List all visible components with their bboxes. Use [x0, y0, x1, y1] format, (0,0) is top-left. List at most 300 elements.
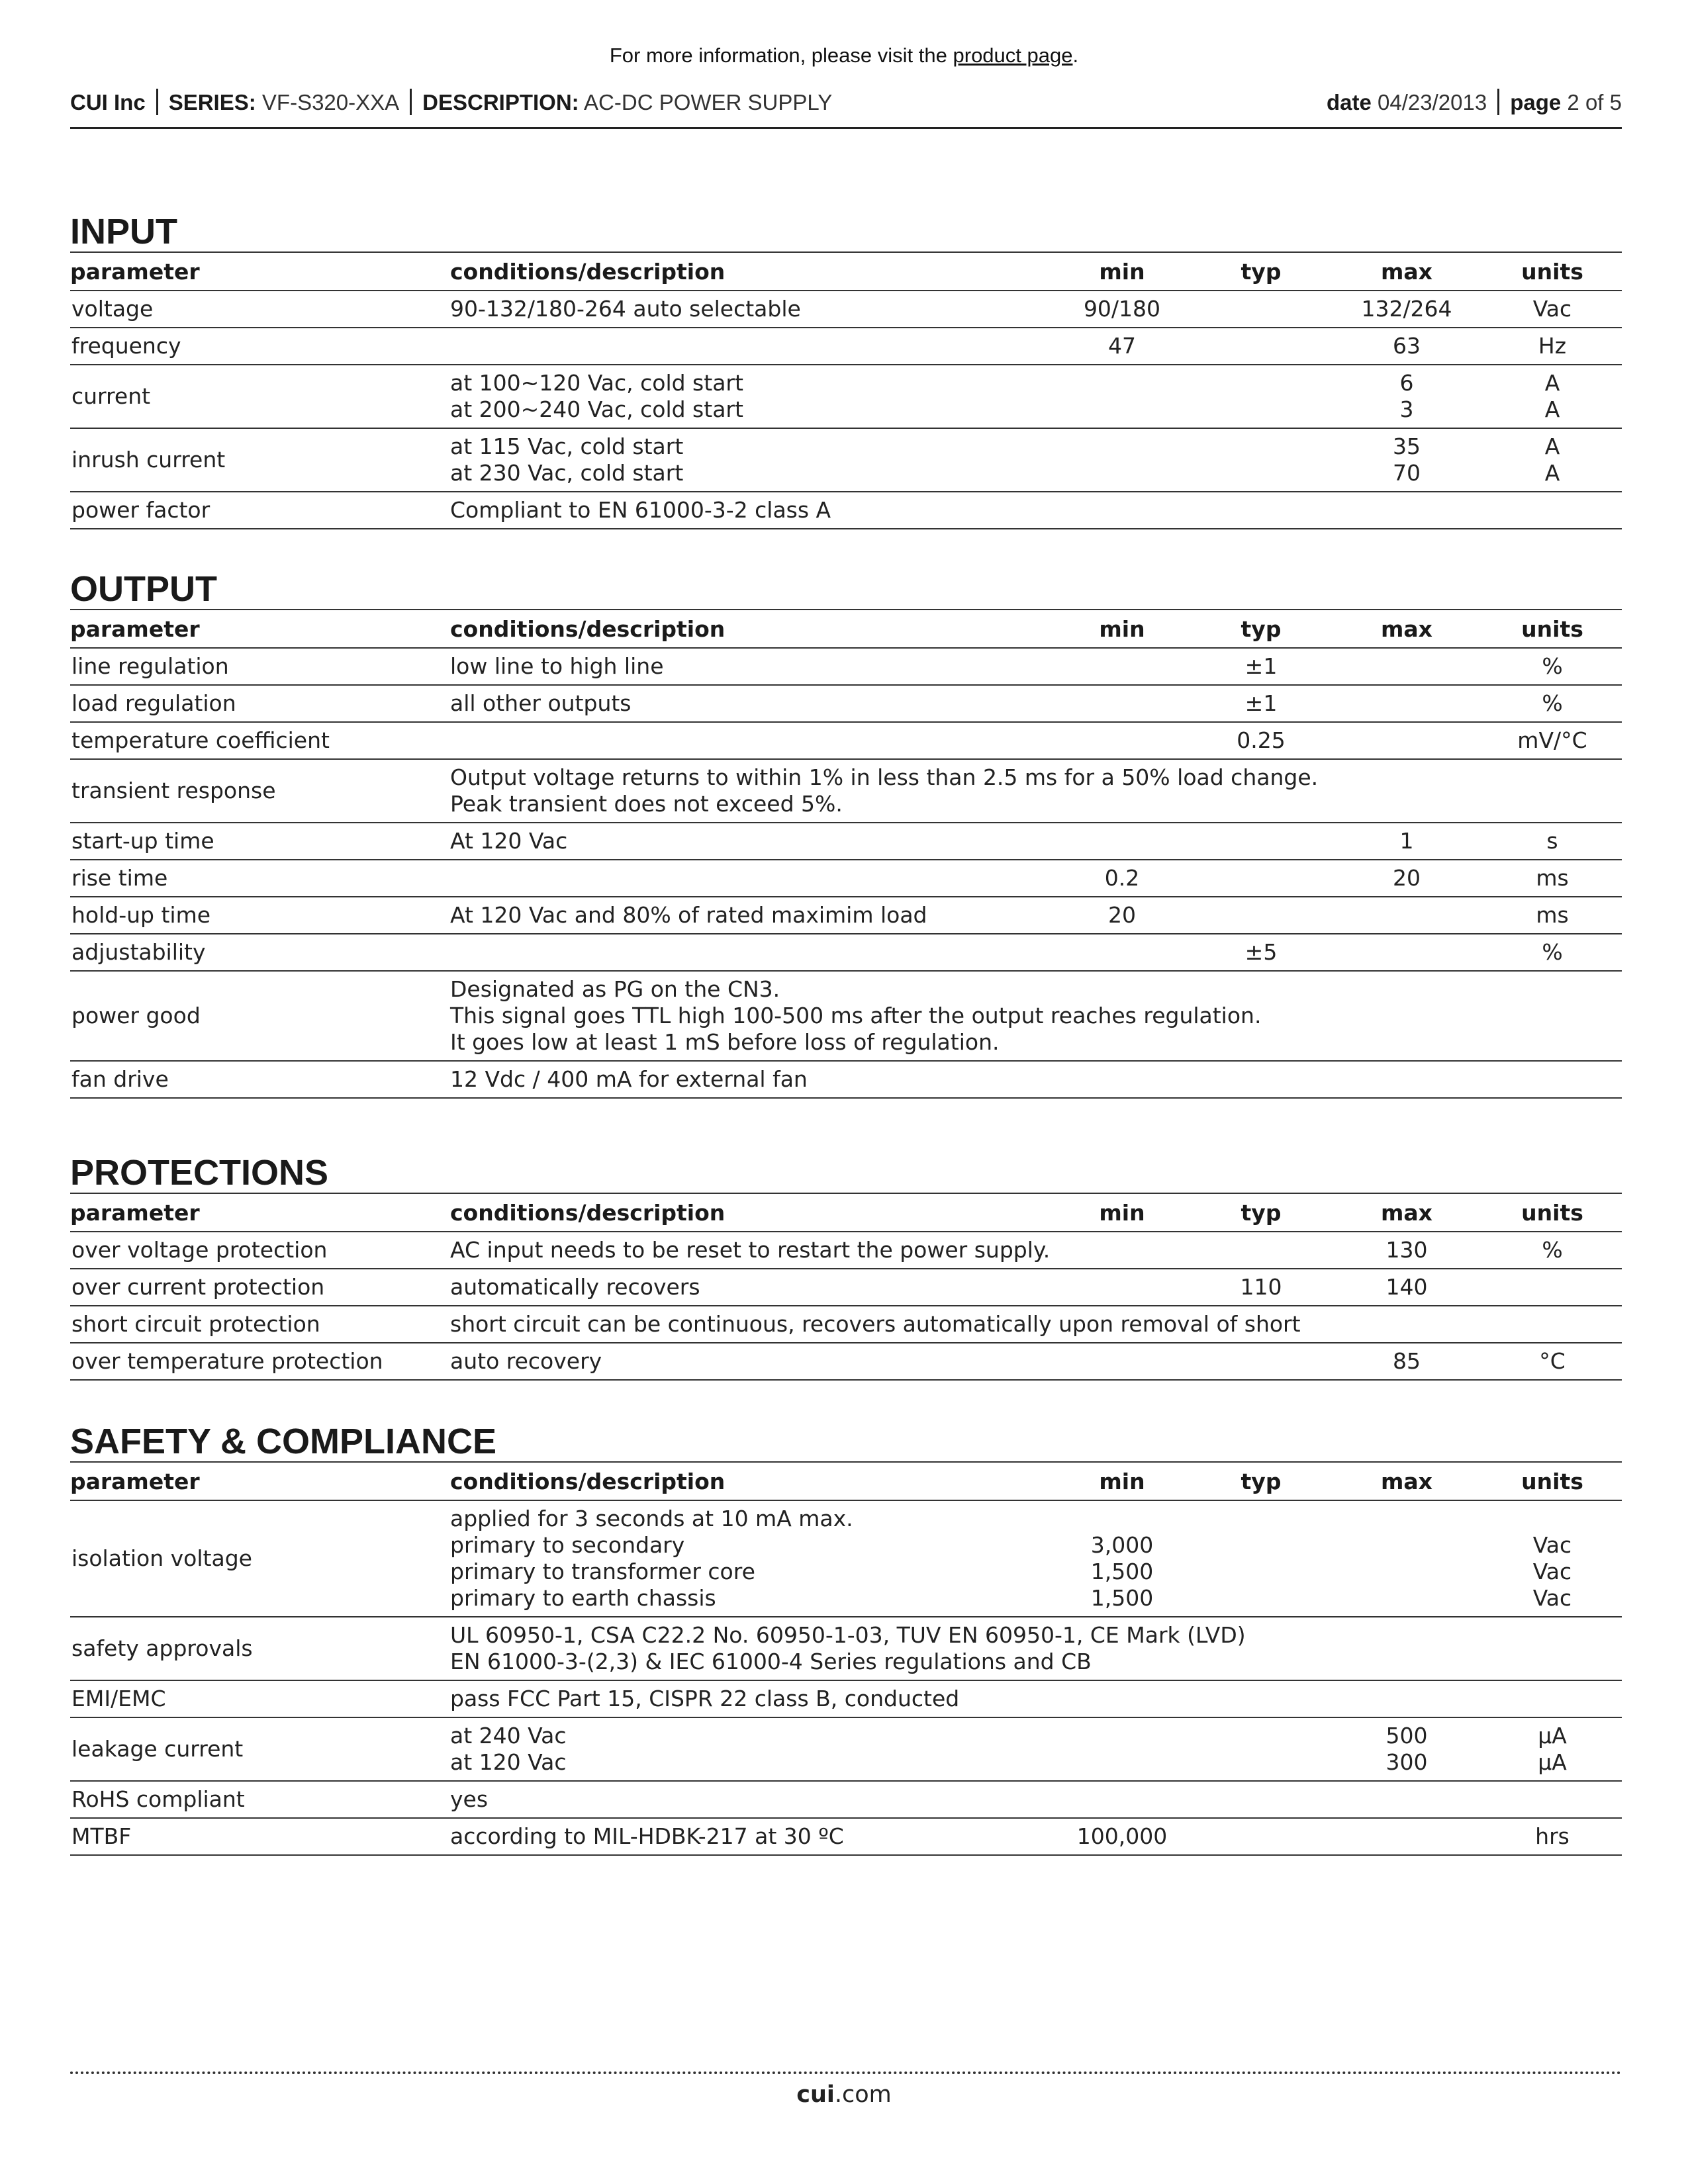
header-row — [70, 1462, 1622, 1500]
units-value: Vac — [1532, 1585, 1572, 1611]
spec-table — [70, 1193, 1622, 1381]
conditions-value: 90-132/180-264 auto selectable — [450, 296, 801, 322]
parameter-text: hold-up time — [71, 902, 211, 928]
section-title: SAFETY & COMPLIANCE — [70, 1422, 497, 1461]
column-header-parameter: parameter — [70, 1462, 450, 1500]
units-cell — [1483, 291, 1622, 328]
table-row — [70, 492, 1622, 529]
units-cell — [1483, 1061, 1622, 1098]
parameter-text: transient response — [71, 778, 276, 803]
parameter-text: power good — [71, 1003, 201, 1028]
parameter-cell — [70, 722, 450, 759]
conditions-value: short circuit can be continuous, recovers automatically upon removal of short — [450, 1311, 1301, 1337]
table-row — [70, 428, 1622, 492]
table-row — [70, 1306, 1622, 1343]
conditions-cell — [450, 648, 1053, 685]
units-value: μA — [1538, 1749, 1567, 1775]
typ-value: 110 — [1240, 1274, 1282, 1300]
top-note — [0, 44, 1688, 68]
parameter-cell — [70, 428, 450, 492]
parameter-text: load regulation — [71, 690, 236, 716]
conditions-value: automatically recovers — [450, 1274, 700, 1300]
units-cell — [1483, 492, 1622, 529]
max-value: 140 — [1385, 1274, 1428, 1300]
conditions-cell — [450, 1717, 1053, 1781]
column-header-max: max — [1331, 610, 1483, 648]
header-row — [70, 1193, 1622, 1232]
typ-cell — [1192, 823, 1331, 860]
units-cell — [1483, 1500, 1622, 1617]
units-cell — [1483, 1781, 1622, 1818]
conditions-value: primary to secondary — [450, 1532, 685, 1558]
typ-cell — [1192, 1061, 1331, 1098]
max-cell — [1331, 1617, 1483, 1680]
parameter-text: start-up time — [71, 828, 214, 854]
parameter-text: power factor — [71, 497, 211, 523]
units-cell — [1483, 860, 1622, 897]
parameter-cell — [70, 291, 450, 328]
conditions-value: at 120 Vac — [450, 1749, 567, 1775]
conditions-value: at 200~240 Vac, cold start — [450, 396, 743, 422]
conditions-value: At 120 Vac and 80% of rated maximim load — [450, 902, 927, 928]
parameter-text: rise time — [71, 865, 168, 891]
footer-divider — [70, 2071, 1622, 2074]
parameter-cell — [70, 1306, 450, 1343]
max-value: 70 — [1393, 460, 1421, 486]
units-value: A — [1544, 433, 1560, 459]
conditions-value: EN 61000-3-(2,3) & IEC 61000-4 Series regulations and CB — [450, 1649, 1092, 1674]
typ-cell — [1192, 685, 1331, 722]
max-cell — [1331, 1818, 1483, 1855]
min-value — [1053, 1506, 1192, 1532]
max-value: 63 — [1393, 333, 1421, 359]
units-value — [1483, 1506, 1622, 1532]
column-header-min: min — [1053, 1462, 1192, 1500]
table-row — [70, 1680, 1622, 1717]
max-cell — [1331, 328, 1483, 365]
typ-cell — [1192, 648, 1331, 685]
parameter-cell — [70, 328, 450, 365]
column-header-units: units — [1483, 1193, 1622, 1232]
max-cell — [1331, 823, 1483, 860]
max-value: 3 — [1399, 396, 1414, 422]
conditions-value: Compliant to EN 61000-3-2 class A — [450, 497, 831, 523]
max-cell — [1331, 722, 1483, 759]
max-cell — [1331, 428, 1483, 492]
max-cell — [1331, 492, 1483, 529]
min-cell — [1053, 291, 1192, 328]
conditions-value: yes — [450, 1786, 489, 1812]
column-header-typ: typ — [1192, 610, 1331, 648]
conditions-value: Designated as PG on the CN3. — [450, 976, 780, 1002]
typ-cell — [1192, 291, 1331, 328]
units-cell — [1483, 1717, 1622, 1781]
max-cell — [1331, 685, 1483, 722]
min-cell — [1053, 934, 1192, 971]
parameter-cell — [70, 1781, 450, 1818]
units-value: Vac — [1532, 296, 1572, 322]
conditions-value: 12 Vdc / 400 mA for external fan — [450, 1066, 808, 1092]
units-value: A — [1544, 396, 1560, 422]
parameter-cell — [70, 934, 450, 971]
min-value: 90/180 — [1083, 296, 1161, 322]
units-value: Hz — [1538, 333, 1567, 359]
min-cell — [1053, 1781, 1192, 1818]
table-row — [70, 722, 1622, 759]
parameter-cell — [70, 971, 450, 1061]
conditions-cell — [450, 823, 1053, 860]
typ-cell — [1192, 1717, 1331, 1781]
conditions-cell — [450, 328, 1053, 365]
max-value: 130 — [1385, 1237, 1428, 1263]
section-title: INPUT — [70, 212, 177, 251]
conditions-cell — [450, 759, 1319, 823]
min-cell — [1053, 860, 1192, 897]
max-cell — [1331, 934, 1483, 971]
max-value: 500 — [1385, 1723, 1428, 1749]
min-cell — [1053, 1232, 1192, 1269]
typ-cell — [1192, 328, 1331, 365]
series-label: SERIES: — [168, 90, 256, 114]
units-value: hrs — [1535, 1823, 1570, 1849]
conditions-value: It goes low at least 1 mS before loss of regulation. — [450, 1029, 1000, 1055]
max-cell — [1331, 1717, 1483, 1781]
units-cell — [1483, 934, 1622, 971]
header-divider — [410, 89, 412, 115]
footer-brand-rest: .com — [834, 2081, 892, 2108]
spec-table — [70, 251, 1622, 529]
conditions-cell — [450, 1617, 1246, 1680]
conditions-cell — [450, 1680, 1053, 1717]
units-cell — [1483, 648, 1622, 685]
top-note-prefix: For more information, please visit the — [609, 44, 947, 67]
column-header-min: min — [1053, 252, 1192, 291]
typ-value: ±5 — [1244, 939, 1278, 965]
units-value: μA — [1538, 1723, 1567, 1749]
typ-cell — [1192, 722, 1331, 759]
max-value: 6 — [1399, 370, 1414, 396]
header-row — [70, 610, 1622, 648]
parameter-text: over temperature protection — [71, 1348, 383, 1374]
min-value: 1,500 — [1090, 1559, 1154, 1584]
page-label: page — [1510, 90, 1562, 114]
column-header-typ: typ — [1192, 1462, 1331, 1500]
table-row — [70, 365, 1622, 428]
parameter-cell — [70, 1061, 450, 1098]
section-output — [70, 569, 1622, 1099]
column-header-max: max — [1331, 1462, 1483, 1500]
conditions-value: all other outputs — [450, 690, 632, 716]
units-value: s — [1546, 828, 1558, 854]
column-header-parameter: parameter — [70, 610, 450, 648]
column-header-parameter: parameter — [70, 1193, 450, 1232]
units-value: °C — [1539, 1348, 1566, 1374]
column-header-units: units — [1483, 610, 1622, 648]
parameter-cell — [70, 1680, 450, 1717]
typ-value: 0.25 — [1237, 727, 1286, 753]
typ-cell — [1192, 1680, 1331, 1717]
header-right — [1327, 89, 1622, 115]
min-cell — [1053, 823, 1192, 860]
parameter-text: short circuit protection — [71, 1311, 320, 1337]
max-cell — [1331, 1500, 1483, 1617]
min-cell — [1053, 365, 1192, 428]
max-cell — [1331, 1232, 1483, 1269]
conditions-cell — [450, 1232, 1053, 1269]
conditions-value: at 100~120 Vac, cold start — [450, 370, 743, 396]
min-cell — [1053, 722, 1192, 759]
max-value: 20 — [1393, 865, 1421, 891]
conditions-cell — [450, 934, 1053, 971]
units-cell — [1483, 365, 1622, 428]
units-value: % — [1542, 939, 1563, 965]
parameter-cell — [70, 1818, 450, 1855]
conditions-cell — [450, 365, 1053, 428]
units-value: % — [1542, 653, 1563, 679]
min-cell — [1053, 1500, 1192, 1617]
section-title: OUTPUT — [70, 569, 217, 609]
min-value: 20 — [1108, 902, 1136, 928]
units-cell — [1483, 685, 1622, 722]
section-protections — [70, 1153, 1622, 1381]
parameter-text: temperature coefficient — [71, 727, 330, 753]
conditions-cell — [450, 492, 1053, 529]
parameter-cell — [70, 823, 450, 860]
units-cell — [1483, 1617, 1622, 1680]
table-row — [70, 1617, 1622, 1680]
max-cell — [1331, 1061, 1483, 1098]
max-value: 300 — [1385, 1749, 1428, 1775]
table-row — [70, 1500, 1622, 1617]
parameter-text: safety approvals — [71, 1635, 253, 1661]
units-cell — [1483, 897, 1622, 934]
conditions-cell — [450, 291, 1053, 328]
typ-cell — [1192, 860, 1331, 897]
page-header — [70, 86, 1622, 129]
table-row — [70, 1781, 1622, 1818]
company-name: CUI Inc — [70, 90, 146, 114]
units-cell — [1483, 1818, 1622, 1855]
conditions-value: pass FCC Part 15, CISPR 22 class B, conducted — [450, 1686, 960, 1711]
column-header-conditions-description: conditions/description — [450, 1462, 1053, 1500]
conditions-value: auto recovery — [450, 1348, 602, 1374]
table-row — [70, 860, 1622, 897]
parameter-cell — [70, 759, 450, 823]
conditions-cell — [450, 1269, 1053, 1306]
parameter-cell — [70, 860, 450, 897]
typ-value: ±1 — [1244, 690, 1278, 716]
min-cell — [1053, 685, 1192, 722]
min-cell — [1053, 328, 1192, 365]
parameter-text: over current protection — [71, 1274, 325, 1300]
conditions-value: applied for 3 seconds at 10 mA max. — [450, 1506, 853, 1531]
typ-cell — [1192, 1818, 1331, 1855]
conditions-value: Output voltage returns to within 1% in less than 2.5 ms for a 50% load change. — [450, 764, 1319, 790]
min-cell — [1053, 897, 1192, 934]
parameter-text: over voltage protection — [71, 1237, 328, 1263]
min-cell — [1053, 1818, 1192, 1855]
series-value: VF-S320-XXA — [261, 90, 400, 114]
conditions-value: at 230 Vac, cold start — [450, 460, 684, 486]
parameter-text: MTBF — [71, 1823, 132, 1849]
conditions-value: according to MIL-HDBK-217 at 30 ºC — [450, 1823, 844, 1849]
units-value: % — [1542, 1237, 1563, 1263]
min-value: 47 — [1108, 333, 1136, 359]
conditions-value: AC input needs to be reset to restart the power supply. — [450, 1237, 1051, 1263]
table-row — [70, 1343, 1622, 1380]
table-row — [70, 1717, 1622, 1781]
parameter-text: frequency — [71, 333, 181, 359]
header-divider — [1497, 89, 1499, 115]
max-cell — [1331, 1269, 1483, 1306]
max-cell — [1331, 860, 1483, 897]
units-value: % — [1542, 690, 1563, 716]
parameter-cell — [70, 1343, 450, 1380]
min-cell — [1053, 1343, 1192, 1380]
table-row — [70, 1232, 1622, 1269]
page-number: 2 of 5 — [1567, 90, 1622, 114]
conditions-cell — [450, 685, 1053, 722]
units-cell — [1483, 1306, 1622, 1343]
max-cell — [1331, 1306, 1483, 1343]
spec-table — [70, 609, 1622, 1099]
conditions-value: at 240 Vac — [450, 1723, 567, 1749]
conditions-cell — [450, 1061, 1053, 1098]
table-row — [70, 759, 1622, 823]
min-cell — [1053, 1269, 1192, 1306]
description-value: AC-DC POWER SUPPLY — [584, 90, 833, 114]
date-value: 04/23/2013 — [1378, 90, 1487, 114]
max-cell — [1331, 759, 1483, 823]
parameter-text: leakage current — [71, 1736, 244, 1762]
table-row — [70, 291, 1622, 328]
conditions-value: at 115 Vac, cold start — [450, 433, 684, 459]
units-value: ms — [1536, 902, 1569, 928]
conditions-value: UL 60950-1, CSA C22.2 No. 60950-1-03, TUV EN 60950-1, CE Mark (LVD) — [450, 1622, 1246, 1648]
min-cell — [1053, 1680, 1192, 1717]
conditions-cell — [450, 1781, 1053, 1818]
conditions-cell — [450, 1818, 1053, 1855]
header-row — [70, 252, 1622, 291]
min-value: 3,000 — [1090, 1532, 1154, 1558]
typ-cell — [1192, 428, 1331, 492]
conditions-value: At 120 Vac — [450, 828, 568, 854]
units-cell — [1483, 1343, 1622, 1380]
product-page-link[interactable]: product page — [953, 44, 1073, 67]
column-header-units: units — [1483, 1462, 1622, 1500]
conditions-cell — [450, 897, 1053, 934]
min-cell — [1053, 492, 1192, 529]
typ-cell — [1192, 1500, 1331, 1617]
parameter-text: EMI/EMC — [71, 1686, 166, 1711]
units-value: Vac — [1532, 1532, 1572, 1558]
column-header-min: min — [1053, 610, 1192, 648]
header-left — [70, 89, 832, 115]
parameter-cell — [70, 897, 450, 934]
spec-table — [70, 1461, 1622, 1856]
max-cell — [1331, 897, 1483, 934]
parameter-text: adjustability — [71, 939, 206, 965]
parameter-cell — [70, 1269, 450, 1306]
units-cell — [1483, 971, 1622, 1061]
typ-cell — [1192, 934, 1331, 971]
parameter-cell — [70, 1717, 450, 1781]
min-cell — [1053, 1717, 1192, 1781]
units-cell — [1483, 428, 1622, 492]
description-label: DESCRIPTION: — [422, 90, 579, 114]
parameter-text: fan drive — [71, 1066, 169, 1092]
conditions-cell — [450, 722, 1053, 759]
typ-cell — [1192, 1232, 1331, 1269]
conditions-value: primary to transformer core — [450, 1559, 755, 1584]
parameter-cell — [70, 685, 450, 722]
column-header-parameter: parameter — [70, 252, 450, 291]
table-row — [70, 823, 1622, 860]
units-value: A — [1544, 460, 1560, 486]
column-header-conditions-description: conditions/description — [450, 610, 1053, 648]
max-cell — [1331, 1680, 1483, 1717]
min-value: 100,000 — [1076, 1823, 1168, 1849]
conditions-cell — [450, 1343, 1053, 1380]
conditions-cell — [450, 971, 1262, 1061]
max-cell — [1331, 365, 1483, 428]
table-row — [70, 1818, 1622, 1855]
parameter-text: inrush current — [71, 447, 226, 473]
parameter-cell — [70, 1500, 450, 1617]
units-value: ms — [1536, 865, 1569, 891]
conditions-cell — [450, 428, 1053, 492]
header-divider — [156, 89, 158, 115]
parameter-cell — [70, 1617, 450, 1680]
table-row — [70, 685, 1622, 722]
max-cell — [1331, 291, 1483, 328]
parameter-text: current — [71, 383, 151, 409]
conditions-value: primary to earth chassis — [450, 1585, 716, 1611]
units-value: mV/°C — [1517, 727, 1587, 753]
date-label: date — [1327, 90, 1372, 114]
units-cell — [1483, 1680, 1622, 1717]
table-row — [70, 897, 1622, 934]
top-note-suffix: . — [1072, 44, 1079, 67]
conditions-cell — [450, 1500, 1053, 1617]
conditions-cell — [450, 860, 1053, 897]
table-row — [70, 934, 1622, 971]
typ-cell — [1192, 1343, 1331, 1380]
column-header-min: min — [1053, 1193, 1192, 1232]
column-header-typ: typ — [1192, 1193, 1331, 1232]
parameter-cell — [70, 365, 450, 428]
units-cell — [1483, 1269, 1622, 1306]
units-cell — [1483, 722, 1622, 759]
section-safety — [70, 1422, 1622, 1856]
typ-cell — [1192, 1781, 1331, 1818]
max-value: 1 — [1399, 828, 1414, 854]
units-value: A — [1544, 370, 1560, 396]
max-cell — [1331, 1343, 1483, 1380]
max-cell — [1331, 1781, 1483, 1818]
min-value: 0.2 — [1104, 865, 1140, 891]
typ-cell — [1192, 492, 1331, 529]
conditions-value: Peak transient does not exceed 5%. — [450, 791, 843, 817]
parameter-text: isolation voltage — [71, 1545, 252, 1571]
max-cell — [1331, 648, 1483, 685]
parameter-cell — [70, 492, 450, 529]
conditions-cell — [450, 1306, 1301, 1343]
typ-cell — [1192, 897, 1331, 934]
parameter-text: line regulation — [71, 653, 229, 679]
typ-cell — [1192, 1269, 1331, 1306]
max-value: 132/264 — [1361, 296, 1452, 322]
